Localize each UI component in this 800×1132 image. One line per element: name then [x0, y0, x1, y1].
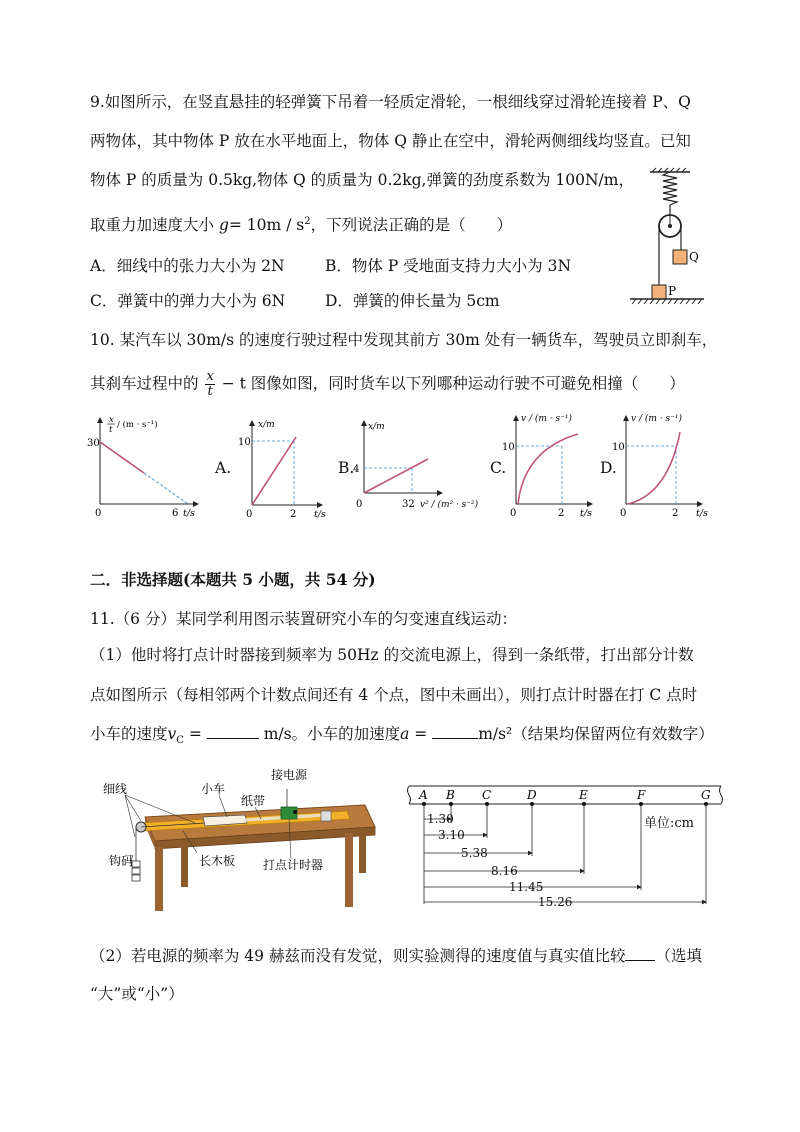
graph-a-line	[252, 437, 296, 505]
q9-option-d: D．弹簧的伸长量为 5cm	[325, 292, 500, 310]
q9-g-value: = 10m / s	[228, 216, 305, 235]
q11-p1-line3-b: m/s。小车的加速度	[258, 725, 401, 743]
distance-ac: 3.10	[438, 828, 465, 842]
label-gouma: 钩码	[109, 854, 134, 868]
graph-b-line	[364, 459, 428, 493]
tape-point-e: E	[579, 788, 588, 802]
graph-d-curve	[628, 432, 680, 504]
q9-option-b: B．物体 P 受地面支持力大小为 3N	[325, 257, 572, 275]
label-jiedianyuan: 接电源	[271, 768, 308, 782]
graph-c-x-tick: 2	[558, 508, 565, 519]
graph-a-ylabel: x/m	[258, 420, 275, 430]
q9-exponent: 2	[304, 216, 311, 227]
label-dadianjishiqi: 打点计时器	[263, 858, 324, 872]
q9-line4-a: 取重力加速度大小	[90, 216, 215, 235]
q10-main-graph	[86, 410, 206, 520]
main-ylabel-sub: t	[109, 425, 113, 435]
label-zhidai: 纸带	[241, 794, 266, 808]
label-xixian: 细线	[103, 782, 128, 796]
graph-a-x-tick: 2	[290, 509, 297, 520]
spring-pulley-figure	[628, 168, 718, 308]
main-ylabel-unit: / (m · s⁻¹)	[117, 420, 158, 430]
paper-tape-figure	[405, 778, 725, 918]
comparison-answer-blank[interactable]	[625, 946, 655, 961]
q9-line4	[90, 212, 512, 235]
graph-c-origin: 0	[510, 508, 517, 519]
q10-graph-a	[238, 415, 338, 520]
main-graph-dashed	[144, 473, 188, 504]
tape-point-f: F	[637, 788, 646, 802]
velocity-symbol: v	[167, 725, 177, 743]
q10-fraction	[205, 370, 214, 399]
graph-c-y-tick: 10	[502, 442, 515, 453]
q10-line2	[90, 370, 685, 399]
distance-ae: 8.16	[491, 864, 518, 878]
q10-graph-c	[502, 410, 602, 520]
graph-d-origin: 0	[620, 508, 627, 519]
graph-b-origin: 0	[356, 499, 363, 510]
main-origin: 0	[95, 508, 102, 519]
main-x-unit: t/s	[183, 508, 195, 519]
acceleration-symbol: a	[400, 725, 410, 743]
q11-p1-line3	[90, 724, 714, 751]
main-ylabel-var: x	[109, 415, 114, 425]
graph-c-x-unit: t/s	[580, 508, 592, 519]
main-y-tick: 30	[87, 438, 100, 449]
q11-p2-text: （2）若电源的频率为 49 赫兹而没有发觉，则实验测得的速度值与真实值比较	[90, 947, 626, 965]
graph-d-x-unit: t/s	[696, 508, 708, 519]
velocity-eq: =	[183, 725, 207, 743]
distance-af: 11.45	[509, 880, 544, 894]
fraction-denominator: t	[207, 384, 213, 399]
tape-point-b: B	[446, 788, 455, 802]
graph-b-x-unit: v² / (m² · s⁻²)	[420, 500, 479, 510]
tape-point-d: D	[527, 788, 537, 802]
q11-intro: 11.（6 分）某同学利用图示装置研究小车的匀变速直线运动：	[90, 610, 517, 628]
graph-d-x-tick: 2	[672, 508, 679, 519]
q10-line2-b: − t 图像如图，同时货车以下列哪种运动行驶不可避免相撞（ ）	[221, 374, 685, 393]
q11-p2-end: （选填	[655, 947, 702, 965]
graph-d-ylabel: v / (m · s⁻¹)	[631, 414, 682, 424]
main-x-tick: 6	[172, 508, 179, 519]
distance-ab: 1.30	[427, 812, 454, 826]
graph-b-ylabel: x/m	[368, 422, 385, 432]
label-changmuban: 长木板	[199, 854, 236, 868]
q9-line2: 两物体，其中物体 P 放在水平地面上，物体 Q 静止在空中，滑轮两侧细线均竖直。已知	[90, 132, 691, 150]
graph-b-y-tick: 4	[353, 464, 360, 475]
q11-p1-line1: （1）他时将打点计时器接到频率为 50Hz 的交流电源上，得到一条纸带，打出部分计数	[90, 646, 694, 664]
acceleration-answer-blank[interactable]	[432, 724, 478, 739]
q10-option-d: D.	[600, 459, 617, 477]
graph-c-curve	[518, 434, 578, 504]
q11-p1-line3-a: 小车的速度	[90, 725, 168, 743]
graph-c-ylabel: v / (m · s⁻¹)	[521, 414, 572, 424]
graph-a-x-unit: t/s	[314, 509, 326, 520]
tape-point-c: C	[482, 788, 492, 802]
q10-graph-b	[350, 415, 490, 520]
q11-p1-line3-c: m/s²（结果均保留两位有效数字）	[478, 725, 714, 743]
q10-graph-d	[612, 410, 722, 520]
graph-a-origin: 0	[246, 509, 253, 520]
distance-ad: 5.38	[461, 846, 488, 860]
label-q: Q	[689, 250, 699, 264]
apparatus-figure	[95, 765, 385, 925]
fraction-numerator: x	[206, 369, 214, 384]
tape-point-a: A	[419, 788, 428, 802]
unit-label: 单位:cm	[644, 816, 694, 831]
q9-option-c: C．弹簧中的弹力大小为 6N	[90, 292, 286, 310]
graph-a-y-tick: 10	[238, 437, 251, 448]
q9-line4-b: ，下列说法正确的是（ ）	[310, 216, 513, 235]
label-p: P	[668, 284, 677, 298]
q11-p2-line2: “大”或“小”）	[90, 985, 184, 1003]
q10-line1: 10. 某汽车以 30m/s 的速度行驶过程中发现其前方 30m 处有一辆货车，驾驶员立即刹车，	[90, 331, 718, 349]
velocity-subscript: C	[176, 735, 184, 747]
main-graph-line	[100, 442, 144, 473]
q10-option-c: C.	[490, 459, 507, 477]
q9-option-a: A．细线中的张力大小为 2N	[90, 257, 285, 275]
q11-p2-line1	[90, 946, 702, 966]
q9-g-symbol: g	[218, 216, 229, 235]
q10-line2-a: 其刹车过程中的	[90, 374, 199, 393]
q10-option-a: A.	[215, 459, 232, 477]
q11-p1-line2: 点如图所示（每相邻两个计数点间还有 4 个点，图中未画出），则打点计时器在打 C 点时	[90, 686, 698, 704]
velocity-answer-blank[interactable]	[207, 724, 259, 739]
q10-option-b: B.	[338, 459, 355, 477]
q9-line3: 物体 P 的质量为 0.5kg,物体 Q 的质量为 0.2kg,弹簧的劲度系数为 100N/m，	[90, 171, 634, 189]
distance-ag: 15.26	[538, 895, 573, 909]
graph-b-x-tick: 32	[402, 499, 415, 510]
tape-point-g: G	[701, 788, 711, 802]
label-xiaoche: 小车	[201, 782, 226, 796]
acceleration-eq: =	[409, 725, 433, 743]
graph-d-y-tick: 10	[612, 442, 625, 453]
section2-title: 二．非选择题(本题共 5 小题，共 54 分)	[90, 570, 376, 589]
q9-line1: 9.如图所示，在竖直悬挂的轻弹簧下吊着一轻质定滑轮，一根细线穿过滑轮连接着 P、Q	[90, 93, 691, 111]
